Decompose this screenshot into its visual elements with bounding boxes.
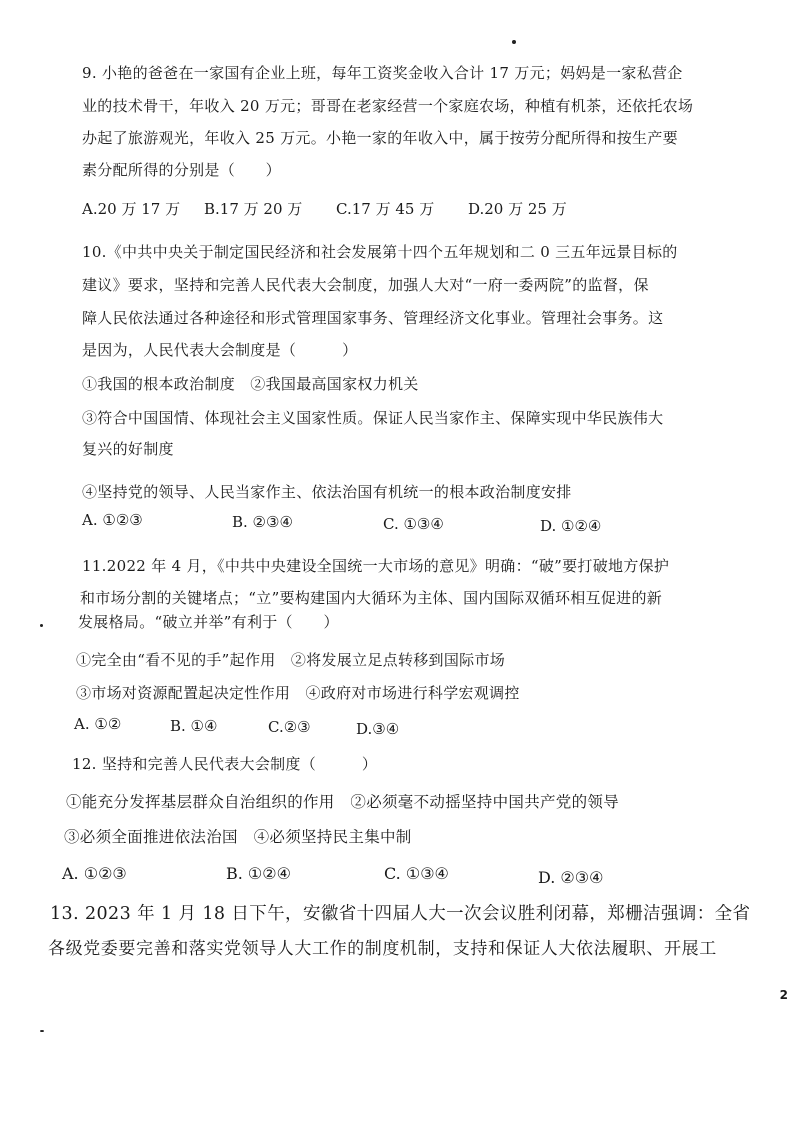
q10-option-b: B. ②③④: [232, 513, 293, 531]
q11-option-d: D.③④: [356, 720, 400, 738]
q12-option-b: B. ①②④: [226, 864, 291, 883]
q10-statement: ④坚持党的领导、人民当家作主、依法治国有机统一的根本政治制度安排: [82, 483, 572, 501]
q11-statement: ③市场对资源配置起决定性作用 ④政府对市场进行科学宏观调控: [76, 684, 520, 702]
scan-speck: [512, 40, 516, 44]
q10-line: 建议》要求，坚持和完善人民代表大会制度，加强人大对“一府一委两院”的监督，保: [82, 276, 649, 294]
q11-option-c: C.②③: [268, 718, 311, 736]
q10-line: 障人民依法通过各种途径和形式管理国家事务、管理经济文化事业。管理社会事务。这: [82, 309, 664, 327]
q10-option-d: D. ①②④: [540, 517, 602, 535]
q10-statement: ①我国的根本政治制度 ②我国最高国家权力机关: [82, 375, 419, 393]
q9-line: 素分配所得的分别是（ ）: [82, 161, 281, 179]
q10-statement: ③符合中国国情、体现社会主义国家性质。保证人民当家作主、保障实现中华民族伟大: [82, 409, 664, 427]
q10-line: 是因为，人民代表大会制度是（ ）: [82, 341, 358, 359]
q12-option-d: D. ②③④: [538, 868, 604, 887]
q13-line: 各级党委要完善和落实党领导人大工作的制度机制，支持和保证人大依法履职、开展工: [48, 939, 717, 959]
q13-line: 13. 2023 年 1 月 18 日下午，安徽省十四届人大一次会议胜利闭幕，郑栅洁强调：全省: [50, 904, 751, 924]
q9-option-d: D.20 万 25 万: [468, 200, 567, 218]
q9-line: 业的技术骨干，年收入 20 万元；哥哥在老家经营一个家庭农场，种植有机茶，还依托农场: [82, 97, 694, 115]
scan-speck: [40, 624, 43, 627]
q9-line: 9. 小艳的爸爸在一家国有企业上班，每年工资奖金收入合计 17 万元；妈妈是一家私营企: [82, 64, 683, 82]
q12-option-a: A. ①②③: [62, 864, 127, 883]
q11-line: 发展格局。“破立并举”有利于（ ）: [78, 613, 339, 631]
q10-option-c: C. ①③④: [383, 515, 444, 533]
q9-option-a: A.20 万 17 万: [82, 200, 181, 218]
q10-line: 10.《中共中央关于制定国民经济和社会发展第十四个五年规划和二 0 三五年远景目标的: [82, 243, 678, 261]
scan-speck: [40, 1030, 44, 1032]
page-number: 2: [779, 988, 788, 1002]
q11-line: 和市场分割的关键堵点；“立”要构建国内大循环为主体、国内国际双循环相互促进的新: [80, 589, 663, 607]
q9-option-b: B.17 万 20 万: [204, 200, 303, 218]
q9-option-c: C.17 万 45 万: [336, 200, 435, 218]
q12-option-c: C. ①③④: [384, 864, 449, 883]
q12-statement: ①能充分发挥基层群众自治组织的作用 ②必须毫不动摇坚持中国共产党的领导: [66, 793, 620, 811]
q11-option-b: B. ①④: [170, 717, 218, 735]
q10-statement: 复兴的好制度: [82, 440, 174, 458]
q11-option-a: A. ①②: [74, 715, 122, 733]
q11-statement: ①完全由“看不见的手”起作用 ②将发展立足点转移到国际市场: [76, 651, 506, 669]
q12-stem: 12. 坚持和完善人民代表大会制度（ ）: [72, 755, 378, 773]
q11-line: 11.2022 年 4 月，《中共中央建设全国统一大市场的意见》明确：“破”要打破地方保护: [82, 557, 670, 575]
q9-line: 办起了旅游观光，年收入 25 万元。小艳一家的年收入中，属于按劳分配所得和按生产要: [82, 129, 678, 147]
q10-option-a: A. ①②③: [82, 511, 143, 529]
q12-statement: ③必须全面推进依法治国 ④必须坚持民主集中制: [64, 828, 412, 846]
